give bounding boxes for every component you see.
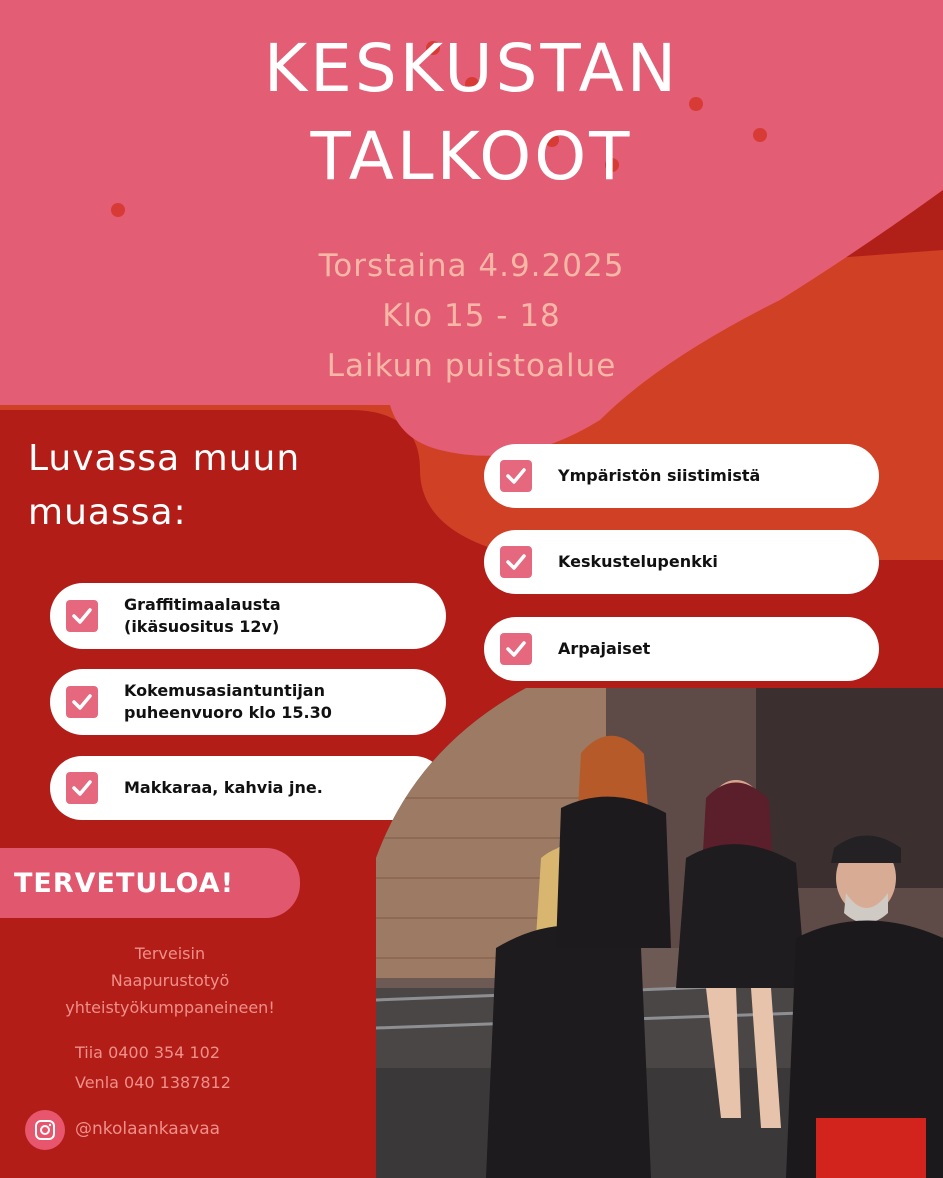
program-item-label: Keskustelupenkki [558, 552, 718, 571]
welcome-text: TERVETULOA! [14, 867, 235, 899]
event-date: Torstaina 4.9.2025 [318, 248, 625, 284]
program-item-label: Arpajaiset [558, 639, 651, 658]
greeting [20, 940, 320, 1021]
checkmark-icon [500, 546, 532, 578]
contact-phone-1: Tiia 0400 354 102 [75, 1043, 221, 1062]
checkmark-icon [66, 772, 98, 804]
program-heading-line-1: Luvassa muun [28, 438, 301, 479]
instagram-icon[interactable] [25, 1110, 65, 1150]
checkmark-icon [66, 600, 98, 632]
program-item-line-2: (ikäsuositus 12v) [124, 617, 280, 636]
program-item [484, 530, 879, 594]
checkmark-icon [500, 633, 532, 665]
program-item-label: Makkaraa, kahvia jne. [124, 778, 323, 797]
greeting-line-2: Naapurustotyö [110, 971, 230, 990]
program-item [484, 617, 879, 681]
greeting-line-1: Terveisin [134, 944, 206, 963]
checkmark-icon [66, 686, 98, 718]
program-item-line-1: Graffitimaalausta [124, 595, 281, 614]
program-item [484, 444, 879, 508]
program-item-label: Ympäristön siistimistä [558, 466, 761, 485]
program-item-label [124, 680, 332, 724]
program-heading-line-2: muassa: [28, 492, 187, 533]
greeting-line-3: yhteistyökumppaneineen! [65, 998, 275, 1017]
title-line-1: KESKUSTAN [263, 30, 680, 107]
checkmark-icon [500, 460, 532, 492]
program-item-line-1: Kokemusasiantuntijan [124, 681, 325, 700]
group-photo [376, 688, 943, 1178]
event-place: Laikun puistoalue [326, 348, 617, 384]
welcome-banner [0, 848, 300, 918]
title-line-2: TALKOOT [310, 118, 633, 195]
program-heading [28, 432, 300, 540]
program-item-label [124, 594, 281, 638]
program-item-line-2: puheenvuoro klo 15.30 [124, 703, 332, 722]
instagram-handle[interactable]: @nkolaankaavaa [75, 1119, 221, 1139]
program-item [50, 583, 446, 649]
event-time: Klo 15 - 18 [382, 298, 561, 334]
contact-phone-2: Venla 040 1387812 [75, 1073, 231, 1092]
